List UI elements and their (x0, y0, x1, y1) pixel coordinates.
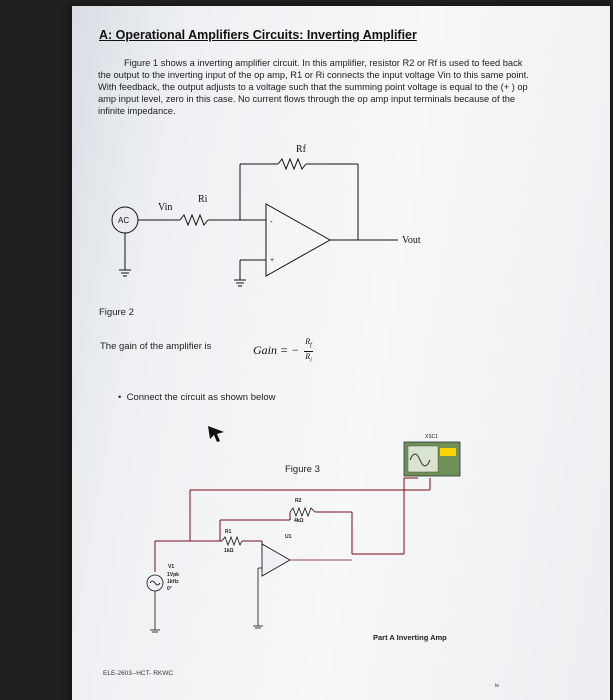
v1-amplitude: 1Vpk (167, 572, 179, 578)
plus-sign: + (270, 257, 275, 264)
xsc1-label: XSC1 (425, 434, 439, 440)
figure-3-label: Figure 3 (285, 464, 320, 475)
circuit-wires (155, 478, 430, 572)
ac-label: AC (118, 216, 130, 225)
v1-phase: 0° (167, 586, 172, 592)
r1-resistor (222, 537, 242, 545)
vout-label: Vout (402, 235, 421, 246)
minus-sign: - (270, 217, 273, 226)
intro-paragraph: Figure 1 shows a inverting amplifier circuit. In this amplifier, resistor R2 or Rf is used to feed back the output to the inverting input of the op amp, R1 or Ri connects the input voltage Vin to this same point. With feedback, the output adjusts to a voltage such that the summing point voltage is equal to the (+ ) op amp input level, zero in this case. No current flows through the op amp input terminals because of the infinite impedance. (98, 58, 529, 116)
op-amp-symbol (266, 204, 330, 276)
gain-formula-lhs: Gain = − (253, 342, 300, 357)
gain-formula (253, 337, 313, 365)
r2-resistor (290, 508, 315, 516)
inverting-amp-schematic (100, 140, 460, 300)
multisim-circuit (140, 420, 480, 640)
gain-numerator-sub: f (310, 342, 312, 349)
rf-label: Rf (296, 144, 306, 155)
u1-label: U1 (285, 534, 292, 540)
bullet-item (118, 392, 276, 403)
page-title: A: Operational Amplifiers Circuits: Inverting Amplifier (99, 28, 417, 42)
r1-value: 1kΩ (224, 548, 234, 554)
r1-label: R1 (225, 529, 232, 535)
gain-denominator-sub: i (310, 357, 312, 364)
corner-mark: te (495, 683, 500, 689)
vin-label: Vin (158, 202, 173, 213)
v1-label: V1 (168, 564, 175, 570)
u1-op-amp-symbol (262, 544, 290, 576)
figure-2-label: Figure 2 (99, 307, 134, 318)
ri-resistor (180, 215, 208, 225)
rf-resistor (278, 159, 306, 169)
bullet-dot: • (118, 392, 127, 403)
r2-value: 4kΩ (294, 518, 304, 524)
bullet-text: Connect the circuit as shown below (126, 392, 276, 403)
v1-frequency: 1kHz (167, 579, 179, 585)
gain-denominator: R (305, 351, 311, 361)
ri-label: Ri (198, 194, 208, 205)
gain-text: The gain of the amplifier is (100, 341, 212, 352)
gain-numerator: R (305, 337, 311, 346)
footer-code: ELE-2603--HCT- RKWC (103, 670, 174, 677)
part-a-label: Part A Inverting Amp (373, 633, 447, 642)
r2-label: R2 (295, 498, 302, 504)
